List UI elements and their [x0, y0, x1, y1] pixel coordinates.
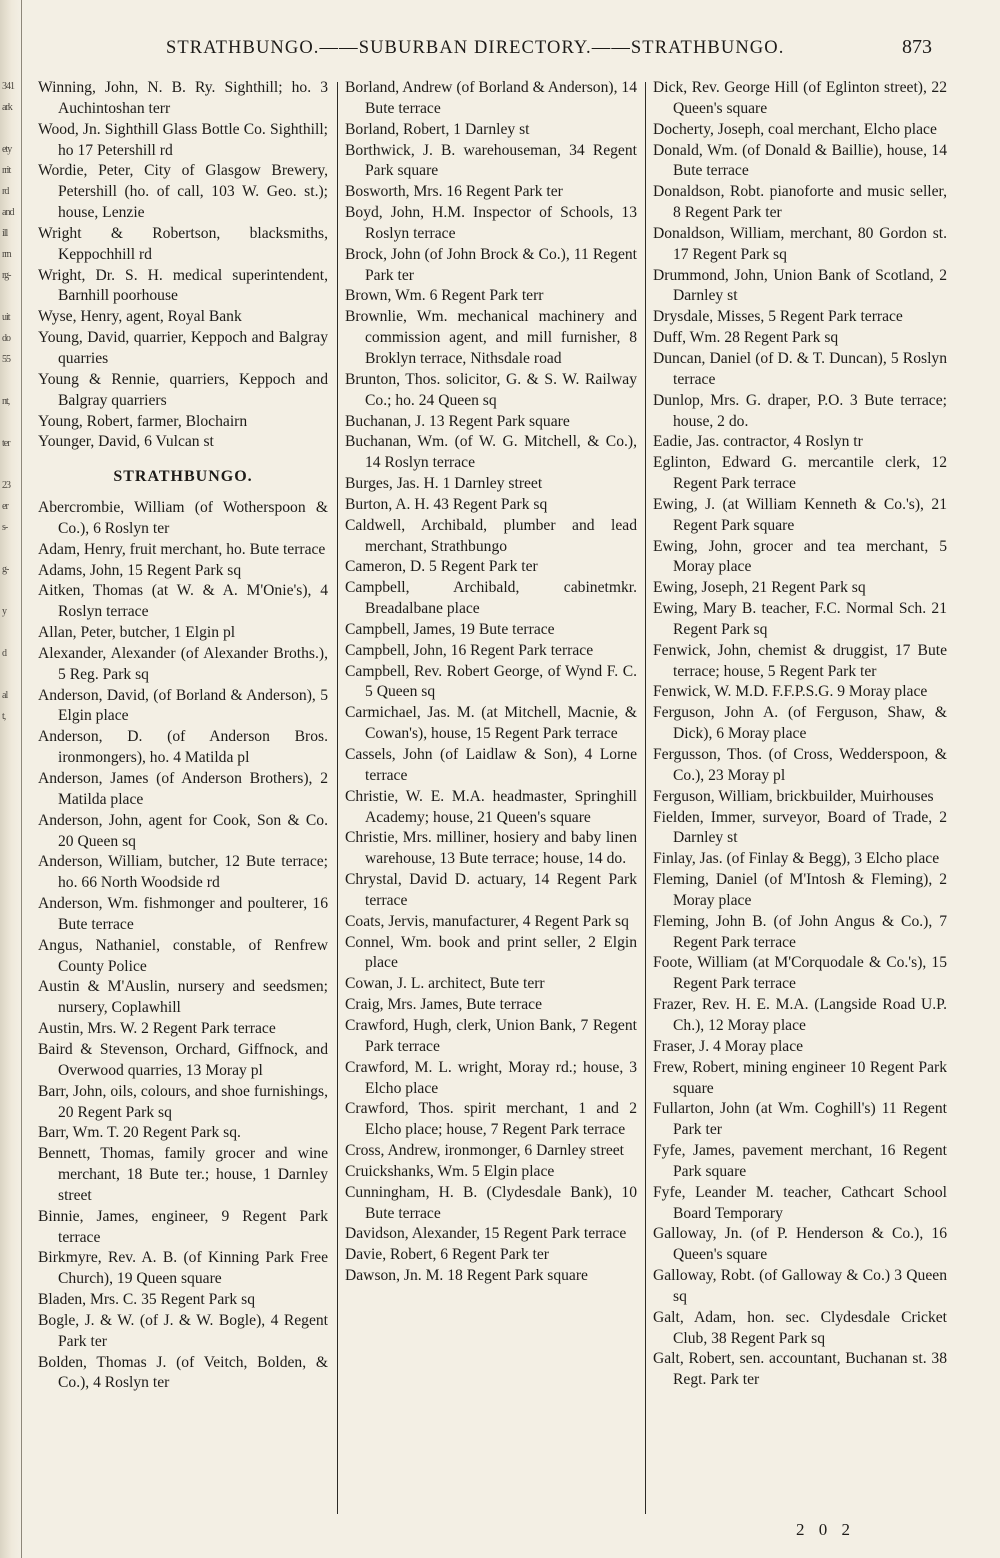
directory-entry: Austin & M'Auslin, nursery and seedsmen; nursery, Coplawhill	[38, 978, 328, 1017]
directory-entry: Boyd, John, H.M. Inspector of Schools, 13 Roslyn terrace	[345, 204, 637, 242]
directory-entry: Cruickshanks, Wm. 5 Elgin place	[345, 1162, 555, 1180]
directory-entry: Frew, Robert, mining engineer 10 Regent Park square	[653, 1058, 947, 1097]
column-2	[345, 78, 637, 1518]
spine-fragment: y	[2, 606, 6, 617]
directory-entry: Coats, Jervis, manufacturer, 4 Regent Park sq	[345, 912, 629, 930]
spine-fragment	[0, 664, 22, 685]
spine-fragment: er	[2, 501, 8, 512]
directory-entry: Campbell, John, 16 Regent Park terrace	[345, 641, 594, 659]
directory-entry: Donaldson, Robt. pianoforte and music seller, 8 Regent Park ter	[653, 183, 947, 222]
spine-fragment	[0, 370, 22, 391]
directory-columns	[36, 78, 948, 1538]
directory-entry: Bolden, Thomas J. (of Veitch, Bolden, & Co.), 4 Roslyn ter	[38, 1353, 328, 1392]
directory-entry: Younger, David, 6 Vulcan st	[38, 433, 214, 451]
directory-entry: Burges, Jas. H. 1 Darnley street	[345, 475, 543, 493]
directory-entry: Duff, Wm. 28 Regent Park sq	[653, 329, 839, 347]
column-divider	[645, 82, 646, 1514]
directory-entry: Borland, Robert, 1 Darnley st	[345, 120, 530, 138]
directory-entry: Brock, John (of John Brock & Co.), 11 Regent Park ter	[345, 245, 637, 284]
directory-entry: Dick, Rev. George Hill (of Eglinton street), 22 Queen's square	[653, 79, 947, 117]
directory-entry: Caldwell, Archibald, plumber and lead merchant, Strathbungo	[345, 516, 637, 555]
directory-entry: Docherty, Joseph, coal merchant, Elcho place	[653, 120, 937, 138]
directory-entry: Abercrombie, William (of Wotherspoon & Co.), 6 Roslyn ter	[38, 499, 328, 537]
directory-entry: Adam, Henry, fruit merchant, ho. Bute terrace	[38, 540, 326, 558]
directory-entry: Anderson, Wm. fishmonger and poulterer, 16 Bute terrace	[38, 895, 328, 933]
directory-entry: Chrystal, David D. actuary, 14 Regent Park terrace	[345, 871, 637, 909]
directory-entry: Buchanan, J. 13 Regent Park square	[345, 412, 570, 430]
directory-entry: Crawford, Hugh, clerk, Union Bank, 7 Regent Park terrace	[345, 1016, 637, 1055]
directory-entry: Christie, W. E. M.A. headmaster, Springhill Academy; house, 21 Queen's square	[345, 787, 637, 826]
running-head: STRATHBUNGO.——SUBURBAN DIRECTORY.——STRATHBUNGO.	[166, 38, 785, 58]
directory-entry: Eadie, Jas. contractor, 4 Roslyn tr	[653, 433, 863, 451]
spine-fragment: t,	[2, 711, 6, 722]
directory-entry: Fenwick, John, chemist & druggist, 17 Bute terrace; house, 5 Regent Park ter	[653, 641, 947, 680]
directory-entry: Anderson, John, agent for Cook, Son & Co. 20 Queen sq	[38, 811, 328, 850]
directory-entry: Wood, Jn. Sighthill Glass Bottle Co. Sighthill; ho 17 Petershill rd	[38, 120, 328, 159]
directory-entry: Aitken, Thomas (at W. & A. M'Onie's), 4 Roslyn terrace	[38, 582, 328, 621]
directory-entry: Carmichael, Jas. M. (at Mitchell, Macnie, & Cowan's), house, 15 Regent Park terrace	[345, 704, 637, 743]
spine-fragment: g-	[2, 564, 9, 575]
spine-fragment: d	[2, 648, 6, 659]
directory-entry: Dunlop, Mrs. G. draper, P.O. 3 Bute terrace; house, 2 do.	[653, 391, 947, 430]
directory-entry: Young, David, quarrier, Keppoch and Balgray quarries	[38, 329, 328, 367]
directory-entry: Craig, Mrs. James, Bute terrace	[345, 996, 543, 1014]
directory-entry: Dawson, Jn. M. 18 Regent Park square	[345, 1267, 588, 1285]
directory-entry: Fleming, Daniel (of M'Intosh & Fleming), 2 Moray place	[653, 871, 947, 909]
directory-entry: Cross, Andrew, ironmonger, 6 Darnley street	[345, 1142, 624, 1160]
directory-entry: Foote, William (at M'Corquodale & Co.'s), 15 Regent Park terrace	[653, 954, 947, 993]
directory-entry: Bogle, J. & W. (of J. & W. Bogle), 4 Regent Park ter	[38, 1311, 328, 1350]
spine-fragment: uit	[2, 312, 10, 323]
directory-entry: Brown, Wm. 6 Regent Park terr	[345, 287, 544, 305]
directory-entry: Fenwick, W. M.D. F.F.P.S.G. 9 Moray place	[653, 683, 928, 701]
directory-entry: Angus, Nathaniel, constable, of Renfrew County Police	[38, 936, 328, 975]
spine-fragment: 55	[2, 354, 10, 365]
directory-entry: Anderson, William, butcher, 12 Bute terrace; ho. 66 North Woodside rd	[38, 853, 328, 892]
directory-entry: Bosworth, Mrs. 16 Regent Park ter	[345, 183, 563, 201]
directory-entry: Wordie, Peter, City of Glasgow Brewery, Petershill (ho. of call, 103 W. Geo. st.); house, Lenzie	[38, 162, 328, 222]
directory-entry: Fraser, J. 4 Moray place	[653, 1037, 804, 1055]
page-number: 873	[902, 36, 932, 58]
directory-entry: Young & Rennie, quarriers, Keppoch and Balgray quarriers	[38, 370, 328, 409]
spine-fragment	[0, 580, 22, 601]
directory-entry: Crawford, M. L. wright, Moray rd.; house, 3 Elcho place	[345, 1058, 637, 1097]
directory-entry: Cameron, D. 5 Regent Park ter	[345, 558, 538, 576]
directory-entry: Ferguson, William, brickbuilder, Muirhouses	[653, 787, 934, 805]
directory-entry: Ewing, John, grocer and tea merchant, 5 Moray place	[653, 537, 947, 576]
directory-entry: Galt, Adam, hon. sec. Clydesdale Cricket Club, 38 Regent Park sq	[653, 1308, 947, 1347]
spine-fragment: ill	[2, 228, 8, 239]
spine-fragment: 23	[2, 480, 10, 491]
spine-fragment: do	[2, 333, 10, 344]
column-3-entries	[653, 78, 947, 1391]
directory-entry: Fleming, John B. (of John Angus & Co.), 7 Regent Park terrace	[653, 912, 947, 951]
spine-fragment: and	[2, 207, 14, 218]
directory-entry: Donald, Wm. (of Donald & Baillie), house, 14 Bute terrace	[653, 141, 947, 180]
spine-fragment: s-	[2, 522, 8, 533]
directory-entry: Ewing, Joseph, 21 Regent Park sq	[653, 579, 866, 597]
directory-entry: Adams, John, 15 Regent Park sq	[38, 561, 242, 579]
spine-fragment	[0, 286, 22, 307]
page-header	[0, 34, 1000, 66]
directory-entry: Barr, John, oils, colours, and shoe furnishings, 20 Regent Park sq	[38, 1082, 328, 1121]
directory-entry: Borland, Andrew (of Borland & Anderson), 14 Bute terrace	[345, 79, 637, 117]
directory-entry: Duncan, Daniel (of D. & T. Duncan), 5 Roslyn terrace	[653, 349, 947, 388]
directory-entry: Eglinton, Edward G. mercantile clerk, 12 Regent Park terrace	[653, 454, 947, 493]
directory-entry: Anderson, James (of Anderson Brothers), 2 Matilda place	[38, 770, 328, 808]
spine-fragment: ety	[2, 144, 12, 155]
directory-entry: Barr, Wm. T. 20 Regent Park sq.	[38, 1124, 241, 1142]
directory-entry: Campbell, Rev. Robert George, of Wynd F. C. 5 Queen sq	[345, 662, 637, 701]
column-2-entries	[345, 78, 637, 1287]
directory-entry: Campbell, Archibald, cabinetmkr. Breadalbane place	[345, 579, 637, 618]
spine-fragment: ark	[2, 102, 12, 113]
directory-entry: Christie, Mrs. milliner, hosiery and baby linen warehouse, 13 Bute terrace; house, 14 do.	[345, 829, 637, 868]
directory-entry: Bennett, Thomas, family grocer and wine merchant, 18 Bute ter.; house, 1 Darnley street	[38, 1145, 328, 1204]
directory-entry: Cunningham, H. B. (Clydesdale Bank), 10 Bute terrace	[345, 1183, 637, 1222]
section-heading: STRATHBUNGO.	[113, 468, 253, 486]
directory-entry: Ferguson, John A. (of Ferguson, Shaw, & Dick), 6 Moray place	[653, 704, 947, 743]
spine-fragment	[0, 118, 22, 139]
directory-entry: Galloway, Robt. (of Galloway & Co.) 3 Queen sq	[653, 1267, 947, 1305]
directory-entry: Anderson, D. (of Anderson Bros. ironmongers), ho. 4 Matilda pl	[38, 728, 328, 767]
directory-entry: Burton, A. H. 43 Regent Park sq	[345, 495, 548, 513]
directory-entry: Fyfe, Leander M. teacher, Cathcart School Board Temporary	[653, 1183, 947, 1222]
directory-entry: Allan, Peter, butcher, 1 Elgin pl	[38, 624, 236, 642]
directory-entry: Fielden, Immer, surveyor, Board of Trade, 2 Darnley st	[653, 808, 947, 847]
directory-entry: Young, Robert, farmer, Blochairn	[38, 412, 248, 430]
directory-entry: Fullarton, John (at Wm. Coghill's) 11 Regent Park ter	[653, 1100, 947, 1139]
directory-entry: Finlay, Jas. (of Finlay & Begg), 3 Elcho place	[653, 850, 940, 868]
directory-entry: Austin, Mrs. W. 2 Regent Park terrace	[38, 1020, 276, 1038]
directory-entry: Ewing, J. (at William Kenneth & Co.'s), 21 Regent Park square	[653, 495, 947, 534]
directory-entry: Bladen, Mrs. C. 35 Regent Park sq	[38, 1291, 255, 1309]
directory-entry: Buchanan, Wm. (of W. G. Mitchell, & Co.), 14 Roslyn terrace	[345, 433, 637, 472]
directory-entry: Connel, Wm. book and print seller, 2 Elgin place	[345, 933, 637, 972]
directory-entry: Borthwick, J. B. warehouseman, 34 Regent Park square	[345, 141, 637, 180]
spine-fragment: ter	[2, 438, 10, 449]
directory-entry: Anderson, David, (of Borland & Anderson), 5 Elgin place	[38, 686, 328, 725]
directory-entry: Galt, Robert, sen. accountant, Buchanan st. 38 Regt. Park ter	[653, 1350, 947, 1389]
spine-fragment: 341	[2, 81, 14, 92]
directory-entry: Wright, Dr. S. H. medical superintendent, Barnhill poorhouse	[38, 266, 328, 305]
directory-entry: Wyse, Henry, agent, Royal Bank	[38, 308, 242, 326]
directory-entry: Drysdale, Misses, 5 Regent Park terrace	[653, 308, 903, 326]
directory-entry: Davidson, Alexander, 15 Regent Park terrace	[345, 1225, 627, 1243]
directory-entry: Ewing, Mary B. teacher, F.C. Normal Sch. 21 Regent Park sq	[653, 600, 947, 638]
signature-mark: 2 0 2	[796, 1520, 855, 1539]
directory-entry: Wright & Robertson, blacksmiths, Keppochhill rd	[38, 224, 328, 263]
directory-entry: Binnie, James, engineer, 9 Regent Park terrace	[38, 1207, 328, 1246]
directory-entry: Davie, Robert, 6 Regent Park ter	[345, 1246, 549, 1264]
directory-entry: Fergusson, Thos. (of Cross, Wedderspoon, & Co.), 23 Moray pl	[653, 746, 947, 784]
spine-fragment: nt,	[2, 396, 10, 407]
column-divider	[337, 82, 338, 1514]
spine-fragment: rrit	[2, 165, 11, 176]
book-spine-edge	[0, 0, 22, 1558]
directory-entry: Donaldson, William, merchant, 80 Gordon st. 17 Regent Park sq	[653, 224, 947, 263]
directory-entry: Campbell, James, 19 Bute terrace	[345, 620, 555, 638]
spine-fragment: rg-	[2, 270, 11, 281]
directory-entry: Baird & Stevenson, Orchard, Giffnock, and Overwood quarries, 13 Moray pl	[38, 1040, 328, 1079]
directory-entry: Brownlie, Wm. mechanical machinery and commission agent, and mill furnisher, 8 Broklyn terrace, Nithsdale road	[345, 308, 637, 367]
directory-entry: Galloway, Jn. (of P. Henderson & Co.), 16 Queen's square	[653, 1225, 947, 1264]
directory-entry: Birkmyre, Rev. A. B. (of Kinning Park Free Church), 19 Queen square	[38, 1249, 328, 1288]
spine-fragment	[0, 538, 22, 559]
directory-entry: Fyfe, James, pavement merchant, 16 Regent Park square	[653, 1142, 947, 1180]
directory-entry: Drummond, John, Union Bank of Scotland, 2 Darnley st	[653, 266, 947, 305]
spine-fragment	[0, 454, 22, 475]
column-1	[38, 78, 328, 1518]
spine-fragment	[0, 412, 22, 433]
directory-entry: Cowan, J. L. architect, Bute terr	[345, 975, 545, 993]
column-1-entries-before	[38, 78, 328, 453]
spine-fragment: rrn	[2, 249, 11, 260]
directory-entry: Alexander, Alexander (of Alexander Broths.), 5 Reg. Park sq	[38, 644, 328, 683]
spine-fragment	[0, 622, 22, 643]
column-1-entries-after	[38, 498, 328, 1394]
directory-entry: Frazer, Rev. H. E. M.A. (Langside Road U.P. Ch.), 12 Moray place	[653, 996, 947, 1034]
directory-entry: Brunton, Thos. solicitor, G. & S. W. Railway Co.; ho. 24 Queen sq	[345, 370, 637, 409]
column-3	[653, 78, 947, 1518]
spine-fragment: al	[2, 690, 8, 701]
directory-entry: Crawford, Thos. spirit merchant, 1 and 2 Elcho place; house, 7 Regent Park terrace	[345, 1100, 637, 1139]
directory-entry: Cassels, John (of Laidlaw & Son), 4 Lorne terrace	[345, 746, 637, 784]
spine-fragment: rd	[2, 186, 9, 197]
directory-entry: Winning, John, N. B. Ry. Sighthill; ho. 3 Auchintoshan terr	[38, 79, 328, 117]
